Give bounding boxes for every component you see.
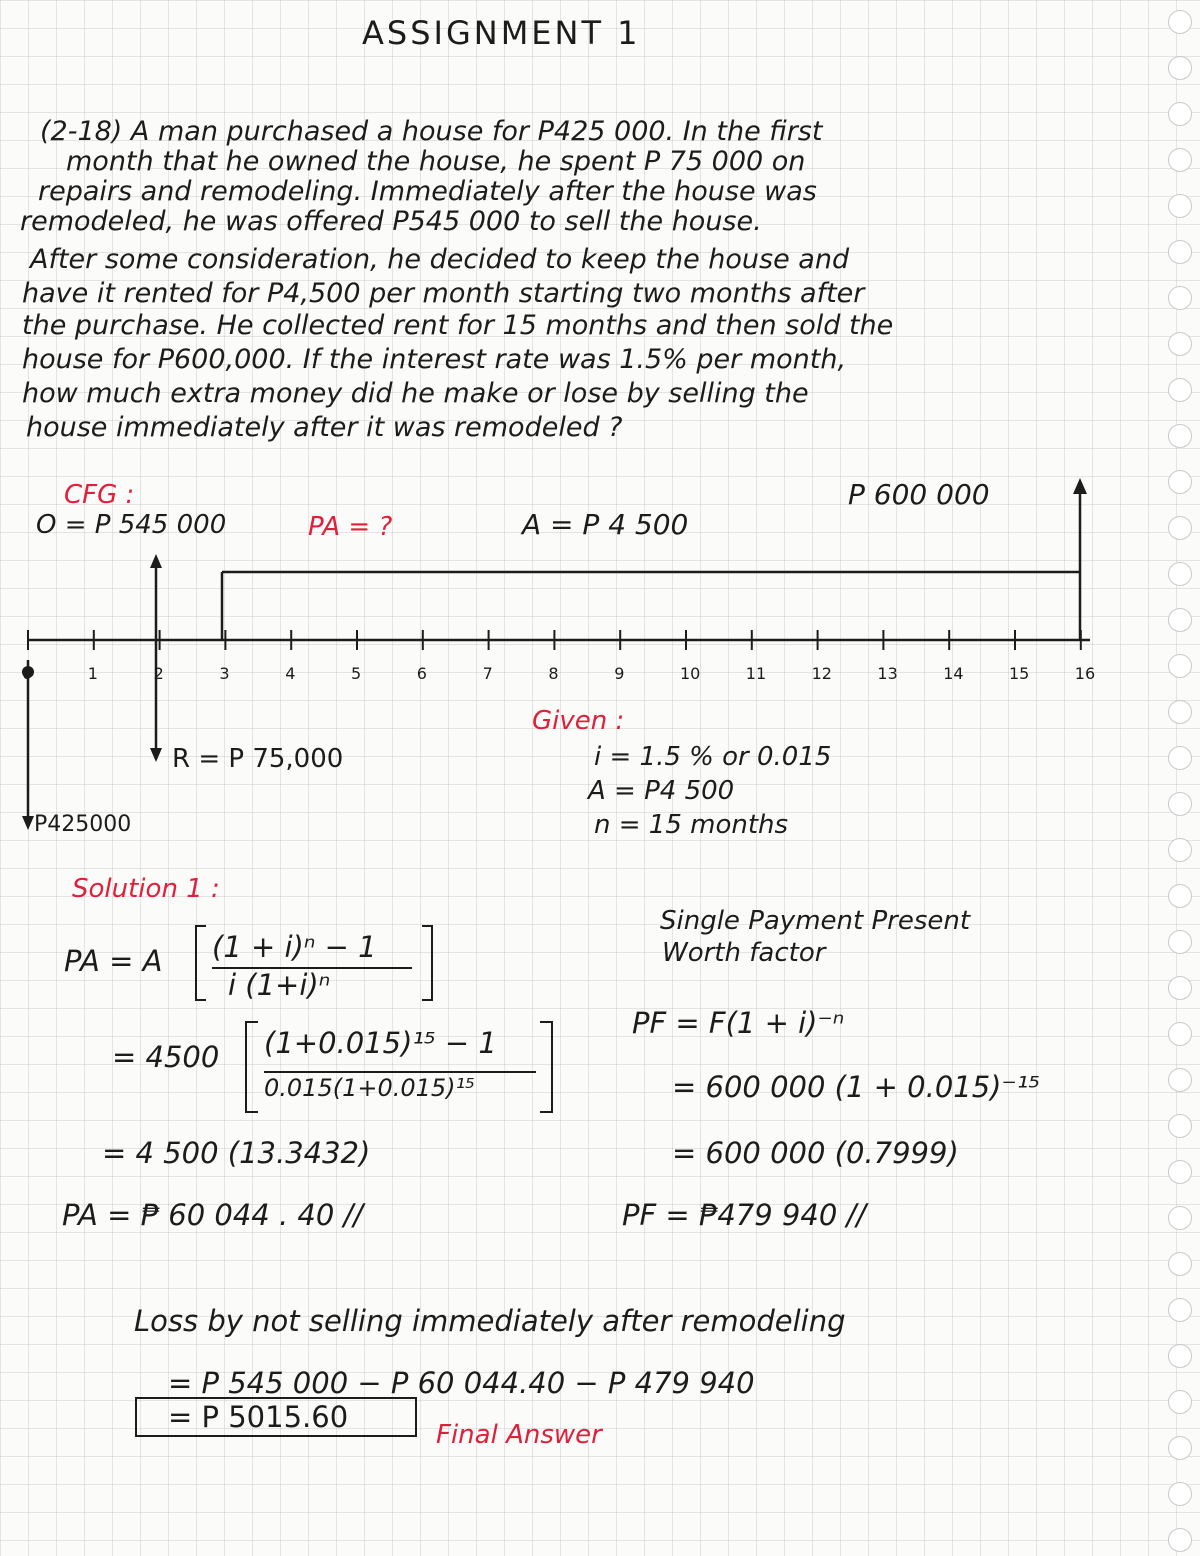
binder-hole	[1168, 884, 1192, 908]
cfd-tick-label: 7	[482, 664, 493, 683]
spw-step: = 600 000 (0.7999)	[672, 1136, 959, 1170]
problem-line: how much extra money did he make or lose by selling the	[22, 378, 809, 409]
cfd-label: CFG :	[64, 480, 135, 510]
problem-line: After some consideration, he decided to keep the house and	[30, 244, 850, 275]
final-answer-label: Final Answer	[436, 1420, 602, 1450]
given-a: A = P4 500	[588, 776, 735, 806]
bracket-right	[540, 1022, 552, 1112]
spw-title-2: Worth factor	[662, 938, 826, 968]
cfd-tick-label: 15	[1009, 664, 1030, 683]
cfd-tick-label: 11	[745, 664, 767, 683]
final-answer-value: = P 5015.60	[168, 1400, 349, 1434]
cfd-f-value: P 600 000	[848, 478, 990, 511]
cfd-tick-label: 4	[285, 664, 296, 683]
binder-hole	[1168, 976, 1192, 1000]
binder-hole	[1168, 10, 1192, 34]
cfd-tick-label: 8	[548, 664, 559, 683]
cfd-tick-label: 6	[416, 664, 427, 683]
binder-hole	[1168, 1114, 1192, 1138]
problem-line: the purchase. He collected rent for 15 months and then sold the	[22, 310, 894, 341]
binder-hole	[1168, 746, 1192, 770]
spw-result: PF = ₱479 940 //	[622, 1198, 867, 1232]
cfd-tick-label: 10	[680, 664, 701, 683]
problem-line: remodeled, he was offered P545 000 to sell the house.	[20, 206, 762, 237]
cfd-r-value: R = P 75,000	[172, 744, 344, 774]
cfd-o-value: O = P 545 000	[36, 510, 227, 540]
cfd-tick-label: 12	[811, 664, 832, 683]
given-label: Given :	[532, 706, 625, 736]
sub-lhs: = 4500	[112, 1040, 220, 1074]
problem-line: house for P600,000. If the interest rate was 1.5% per month,	[22, 344, 847, 375]
sub-numerator: (1+0.015)¹⁵ − 1	[264, 1026, 497, 1060]
problem-line: (2-18) A man purchased a house for P425 000. In the first	[40, 116, 823, 147]
binder-hole	[1168, 102, 1192, 126]
binder-hole	[1168, 1252, 1192, 1276]
given-n: n = 15 months	[594, 810, 789, 840]
problem-line: repairs and remodeling. Immediately after the house was	[38, 176, 817, 207]
binder-hole	[1168, 654, 1192, 678]
binder-hole	[1168, 1344, 1192, 1368]
binder-hole	[1168, 562, 1192, 586]
binder-hole	[1168, 838, 1192, 862]
binder-hole	[1168, 1206, 1192, 1230]
cfd-tick-label: 1	[87, 664, 98, 683]
assignment-title: ASSIGNMENT 1	[362, 14, 641, 52]
binder-hole	[1168, 608, 1192, 632]
loss-equation: = P 545 000 − P 60 044.40 − P 479 940	[168, 1366, 755, 1400]
formula-numerator: (1 + i)ⁿ − 1	[212, 930, 377, 964]
cfd-tick-label: 2	[153, 664, 164, 683]
solution-step: = 4 500 (13.3432)	[102, 1136, 371, 1170]
cfd-pa-label: PA = ?	[308, 512, 393, 542]
cfd-tick-label: 0	[22, 664, 33, 683]
problem-line: have it rented for P4,500 per month starting two months after	[22, 278, 865, 309]
cfd-p-value: P425000	[34, 812, 132, 837]
binder-hole	[1168, 1022, 1192, 1046]
binder-hole	[1168, 286, 1192, 310]
problem-line: month that he owned the house, he spent P 75 000 on	[66, 146, 806, 177]
binder-hole	[1168, 148, 1192, 172]
binder-hole	[1168, 516, 1192, 540]
binder-hole	[1168, 792, 1192, 816]
binder-hole	[1168, 930, 1192, 954]
formula-denominator: i (1+i)ⁿ	[228, 968, 331, 1002]
formula-lhs: PA = A	[64, 944, 163, 978]
spw-substitution: = 600 000 (1 + 0.015)⁻¹⁵	[672, 1070, 1041, 1104]
cfd-a-value: A = P 4 500	[522, 508, 689, 541]
binder-hole	[1168, 424, 1192, 448]
binder-hole	[1168, 700, 1192, 724]
given-i: i = 1.5 % or 0.015	[594, 742, 832, 772]
bracket-left	[196, 926, 206, 1000]
binder-hole	[1168, 1160, 1192, 1184]
loss-title: Loss by not selling immediately after remodeling	[134, 1304, 846, 1338]
spw-formula: PF = F(1 + i)⁻ⁿ	[632, 1006, 845, 1040]
cfd-tick-label: 16	[1074, 664, 1096, 683]
binder-hole	[1168, 332, 1192, 356]
binder-hole	[1168, 240, 1192, 264]
binder-hole	[1168, 1482, 1192, 1506]
problem-line: house immediately after it was remodeled ?	[26, 412, 623, 443]
bracket-right	[422, 926, 432, 1000]
cfd-tick-label: 5	[351, 664, 362, 683]
solution-label: Solution 1 :	[72, 874, 220, 904]
solution-result: PA = ₱ 60 044 . 40 //	[62, 1198, 364, 1232]
binder-hole	[1168, 1390, 1192, 1414]
binder-hole	[1168, 470, 1192, 494]
binder-hole	[1168, 1436, 1192, 1460]
binder-hole	[1168, 1068, 1192, 1092]
binder-hole	[1168, 56, 1192, 80]
cfd-tick-label: 13	[877, 664, 898, 683]
cfd-tick-label: 9	[614, 664, 625, 683]
spw-title-1: Single Payment Present	[660, 906, 971, 936]
cfd-tick-label: 14	[943, 664, 964, 683]
binder-hole	[1168, 378, 1192, 402]
final-answer-box	[136, 1398, 416, 1436]
cfd-tick-label: 3	[219, 664, 230, 683]
sub-denominator: 0.015(1+0.015)¹⁵	[264, 1074, 475, 1102]
binder-hole	[1168, 194, 1192, 218]
bracket-left	[246, 1022, 258, 1112]
binder-hole	[1168, 1528, 1192, 1552]
binder-hole	[1168, 1298, 1192, 1322]
